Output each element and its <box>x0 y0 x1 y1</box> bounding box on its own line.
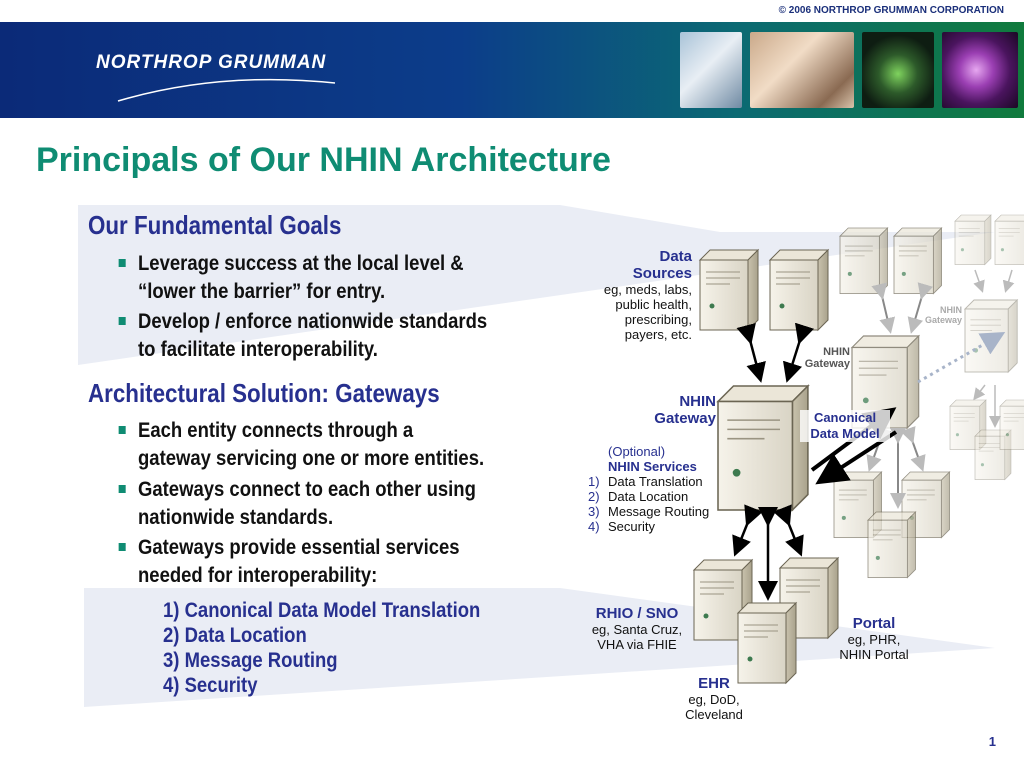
data-source-server-icon <box>700 250 758 330</box>
faded-arrow <box>1006 270 1012 290</box>
main-gateway-label: NHIN Gateway <box>654 393 716 427</box>
portal-label: Portal eg, PHR, NHIN Portal <box>839 615 909 662</box>
goal-bullet-2: Develop / enforce nationwide standards to facilitate interoperability. <box>138 308 487 364</box>
solution-bullet-3: Gateways provide essential services needed for interoperability: <box>138 534 460 590</box>
ehr-server-icon <box>738 603 796 683</box>
peer-arrow <box>882 296 890 330</box>
copyright-notice: © 2006 NORTHROP GRUMMAN CORPORATION <box>778 5 1004 16</box>
service-item: 4) Security <box>588 519 655 534</box>
far-gateway-cluster <box>950 215 1024 480</box>
numbered-item: 2) Data Location <box>163 624 307 647</box>
solution-bullet-2: Gateways connect to each other using nationwide standards. <box>138 476 476 532</box>
goals-heading: Our Fundamental Goals <box>88 210 342 240</box>
server-icon <box>894 228 942 294</box>
page-number: 1 <box>988 734 996 749</box>
slide-title: Principals of Our NHIN Architecture <box>36 141 611 179</box>
company-logo: NORTHROP GRUMMAN <box>96 52 327 73</box>
far-gateway-label: NHIN Gateway <box>924 305 962 325</box>
solution-heading: Architectural Solution: Gateways <box>88 378 440 408</box>
data-sources-label: Data Sources eg, meds, labs, public health, prescribing, payers, etc. <box>603 248 692 342</box>
ehr-label: EHR eg, DoD, Cleveland <box>685 675 743 722</box>
numbered-item: 4) Security <box>163 674 258 697</box>
rhio-sno-label: RHIO / SNO eg, Santa Cruz, VHA via FHIE <box>591 605 683 652</box>
data-source-server-icon <box>770 250 828 330</box>
connection-arrow <box>750 340 760 378</box>
goal-bullet-1: Leverage success at the local level & “lower the barrier” for entry. <box>138 250 464 306</box>
peer-gateway-label: NHIN Gateway <box>804 346 850 370</box>
service-item: 3) Message Routing <box>588 504 710 519</box>
server-icon <box>1000 400 1024 450</box>
canonical-model-label: Canonical Data Model <box>800 410 890 442</box>
service-item: 1) Data Translation <box>588 474 703 489</box>
server-icon <box>868 512 916 578</box>
connection-arrow <box>788 522 800 552</box>
solution-bullet-1: Each entity connects through a gateway servicing one or more entities. <box>138 417 484 473</box>
faded-arrow <box>975 385 985 398</box>
peer-arrow <box>912 440 922 468</box>
numbered-item: 1) Canonical Data Model Translation <box>163 599 481 622</box>
connection-arrow <box>736 522 748 552</box>
server-icon <box>955 215 991 265</box>
numbered-item: 3) Message Routing <box>163 649 338 672</box>
faded-arrow <box>975 270 982 290</box>
optional-services-label: (Optional) NHIN Services 1) Data Translation 2) Data Location 3) Message Routing 4) Security <box>588 444 728 534</box>
server-icon <box>965 300 1017 372</box>
server-icon <box>995 215 1024 265</box>
service-item: 2) Data Location <box>588 489 689 504</box>
server-icon <box>840 228 888 294</box>
